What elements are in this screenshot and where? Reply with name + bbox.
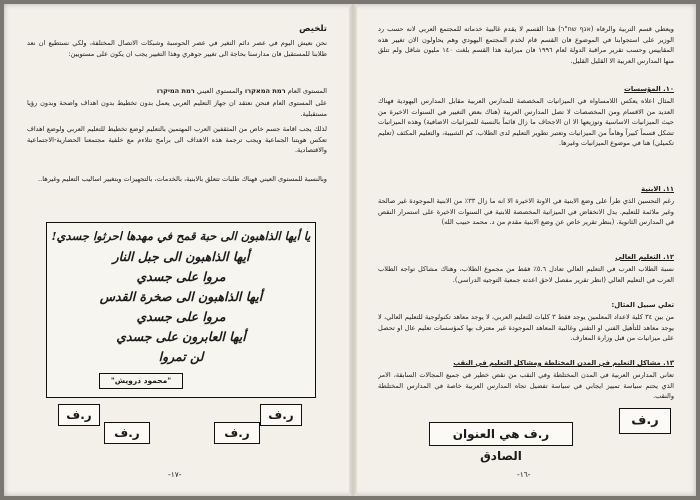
poem-line-7: لن تمروا [158,349,204,364]
rf-stamp-2: ر.ف [104,422,150,444]
summary-paragraph-4: وبالنسبة للمستوى العيني فهناك طلبات تتعلق بالابنية، بالخدمات، بالتجهيزات وبتغيير اساليب التعليم وغيرها.. [38,175,327,183]
subheading-10: ١٠. المؤسسات [624,85,674,93]
right-paragraph-3: رغم التحسين الذي طرأ على وضع الابنية في الاونة الاخيرة الا انه ما زال ٣٣٪ من الابنية الموجودة غير صالحة وغير ملائمة للتعليم. يدل الانخفاض في الميزانية المخصصة للابنية في السنوات الاخيرة على استمرار النقص في المدارس الثانوية. (بنظر تقرير خاص عن وضع الابنية مقدم من د. محمد حبيب الله) [378,197,674,226]
title-box: ر.ف هي العنوان الصادق [429,422,573,446]
summary-paragraph-3: لذلك يجب اقامة جسم خاص من المثقفين العرب المهتمين بالتعليم لوضع تخطيط للتعليم العربي ولوضع اهداف تعكس هويتنا الجماعية ويجب ترجمة هذه الاهداف الى برامج تتلاءم مع خلفية مجتمعنا الحضارية-الاجتماعية والاقتصادية. [27,125,327,154]
poem-line-5: مروا على جسدي [136,309,226,324]
summary-paragraph-1: نحن نعيش اليوم في عصر دائم التغير في عصر الحوسبة وشبكات الاتصال المختلفة، ولكي نستطيع ان نعد طلابنا للمستقبل فان مدارسنا بحاجة الى تغيير جوهري وهذا التغيير يجب ان يكون على مستويين: [27,39,327,58]
rf-stamp-right: ر.ف [619,408,671,434]
subheading-example: تعلي سبيل المثال: [611,301,674,309]
poem-box [46,222,316,398]
subheading-12: ١٢. التعليم العالي [615,253,674,261]
rf-stamp-1: ر.ف [58,404,100,426]
rf-stamp-3: ر.ف [214,422,260,444]
summary-paragraph-2: على المستوى العام فنحن نعتقد ان جهاز التعليم العربي يعمل بدون تخطيط بدون اهداف واضحة وبدون رؤيا مستقبلية. [27,99,327,118]
right-paragraph-4: نسبة الطلاب العرب في التعليم العالي تعادل ٥.٦٪ فقط من مجموع الطلاب، وهناك مشاكل تواجه الطلاب العرب في التعليم العالي (انظر تقرير مفصل لاحق اعدته جمعية التوجيه الدراسي). [378,265,674,284]
rf-stamp-4: ر.ف [260,404,302,426]
poem-author: "محمود درويش" [99,373,183,389]
page-16 [357,4,696,496]
page-number-17: -١٧- [168,470,182,479]
subheading-11: ١١. الابنية [641,185,674,193]
poem-line-6: أيها العابرون على جسدي [116,329,246,344]
book-gutter [349,4,357,496]
right-example-paragraph: من بين ٣٤ كلية لاعداد المعلمين يوجد فقط ٣ كليات للتعليم العربي، لا يوجد معاهد تكنولوجية للتعليم العالي، لا يوجد معاهد للتأهيل الفني او التقني وغالبية المعاهد الموجودة غير معترف بها كمؤسسات تعليم عال او تحصل على ميزانيات من قبل وزارة المعارف. [378,313,674,342]
right-paragraph-2: المثال اعلاه يعكس اللامساواه في الميزانيات المخصصة للمدارس العربية مقابل المدارس اليهودية فهناك العديد من الاقسام ومن المخصصات لا تصل المدارس العربية (هناك بعض التغيير في السنوات الاخيرة من حيث الميزانيات الاساسية وتوزيعها الا ان الاجحاف ما زال قائماً بالنسبة للميزانيات الاضافية) وهذه الميزانيات تشكل قسماً كبيراً وهاماً من الميزانيات وتعتبر تطوير التعليم لدى الطلاب، كم الشبيبة، والتعليم المكثف (تعليم تكميلي) هنا في موضوع الميزانيات وغيرها. [378,97,674,147]
page-17 [4,4,349,496]
book-spread [4,4,696,496]
page-number-16: -١٦- [517,470,531,479]
poem-line-3: مروا على جسدي [136,269,226,284]
summary-heading: تلخيص [299,24,327,34]
level-line: المستوى العام רמת המאקרו والمستوى العيني רמת המיקרו [156,87,327,95]
subheading-13: ١٣. مشاكل التعليم في المدن المختلطة ومشاكل التعليم في النقب [453,359,674,367]
poem-line-1: يا أيها الذاهبون الى حبة قمح في مهدها احرثوا جسدي! [51,229,311,243]
poem-line-4: أيها الذاهبون الى صخرة القدس [99,289,263,304]
right-paragraph-1: ويعطي قسم التربية والرفاه (אגף שח"ר) هذا القسم لا يقدم غالبية خدماته للمجتمع العربي لانه حسب رد الوزير على استجوابنا في الموضوع فان القسم قام لخدم المجتمع اليهودي وهم يحاولون الان تغيير هذه المقاييس وحسب تقرير مراقبة الدولة لعام ١٩٩٦ فان ميزانية هذا القسم بلغت ١٤٠ مليون شاقل ولم تتلق منها المدارس العربية الا القليل القليل. [378,25,674,65]
right-paragraph-5: تعاني المدارس العربية في المدن المختلطة وفي النقب من نقص خطير في جميع المجالات السابقة، الامر الذي يحتم سياسة تمييز ايجابي في سياسة تفضيل تجاه المدارس العربية خاصة في المدارس المختلطة والنقب. [378,371,674,400]
poem-line-2: أيها الذاهبون الى جبل النار [112,249,250,264]
